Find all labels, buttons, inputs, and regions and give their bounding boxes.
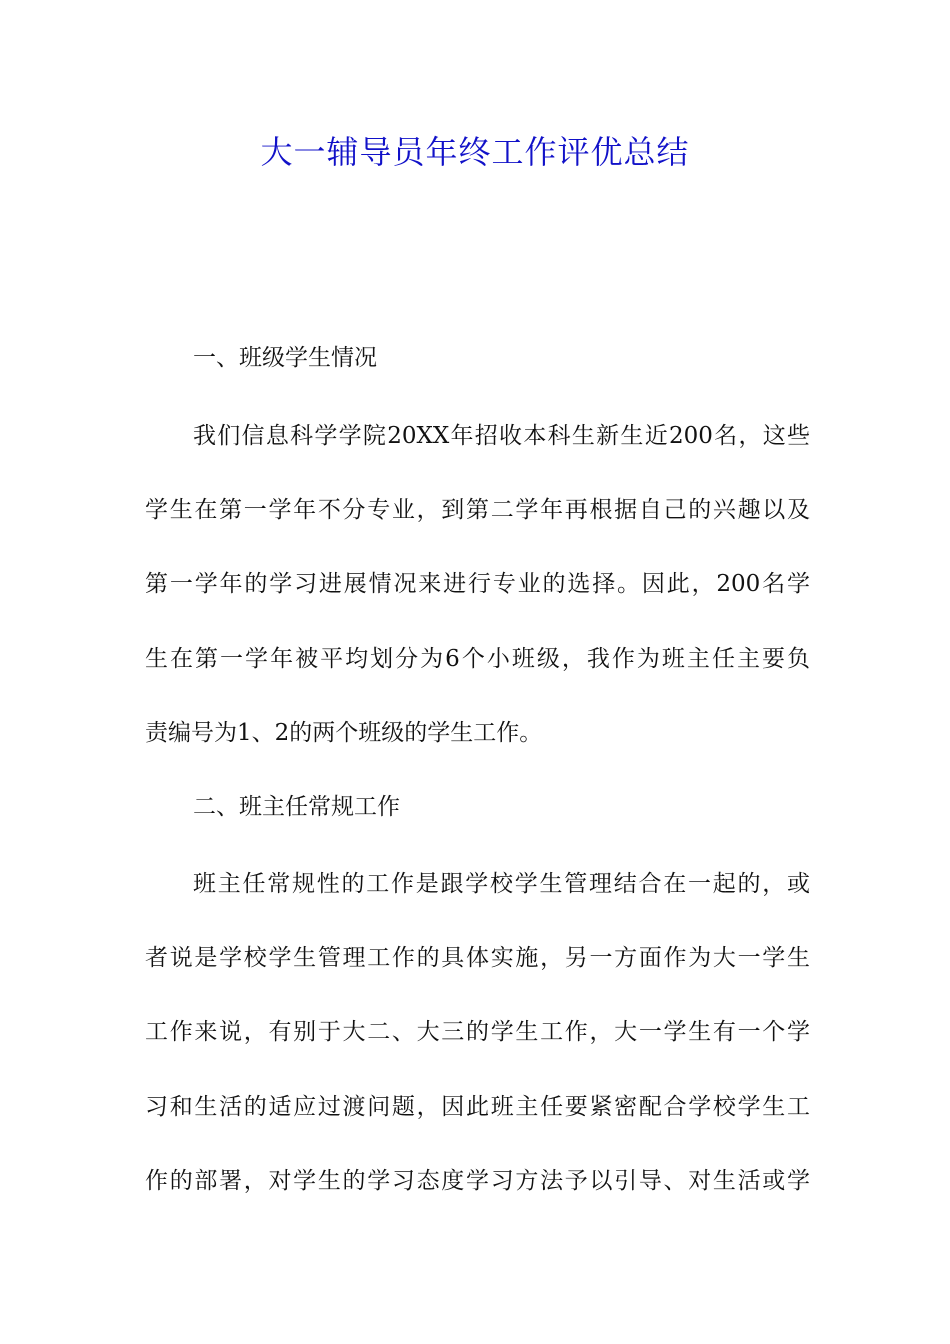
section-heading-routine-work: 二、班主任常规工作 bbox=[193, 794, 400, 820]
paragraph-line: 班主任常规性的工作是跟学校学生管理结合在一起的，或 bbox=[193, 871, 810, 897]
paragraph-line: 第一学年的学习进展情况来进行专业的选择。因此，200名学 bbox=[145, 571, 810, 597]
paragraph-line: 习和生活的适应过渡问题，因此班主任要紧密配合学校学生工 bbox=[145, 1094, 810, 1120]
document-title: 大一辅导员年终工作评优总结 bbox=[260, 133, 690, 171]
paragraph-line: 学生在第一学年不分专业，到第二学年再根据自己的兴趣以及 bbox=[145, 497, 810, 523]
section-heading-class-students: 一、班级学生情况 bbox=[193, 345, 377, 371]
paragraph-line: 生在第一学年被平均划分为6个小班级，我作为班主任主要负 bbox=[145, 646, 810, 672]
paragraph-line: 者说是学校学生管理工作的具体实施，另一方面作为大一学生 bbox=[145, 945, 810, 971]
paragraph-line: 责编号为1、2的两个班级的学生工作。 bbox=[145, 720, 543, 746]
paragraph-line: 我们信息科学学院20XX年招收本科生新生近200名，这些 bbox=[193, 423, 810, 449]
paragraph-line: 作的部署，对学生的学习态度学习方法予以引导、对生活或学 bbox=[145, 1168, 810, 1194]
paragraph-line: 工作来说，有别于大二、大三的学生工作，大一学生有一个学 bbox=[145, 1019, 810, 1045]
